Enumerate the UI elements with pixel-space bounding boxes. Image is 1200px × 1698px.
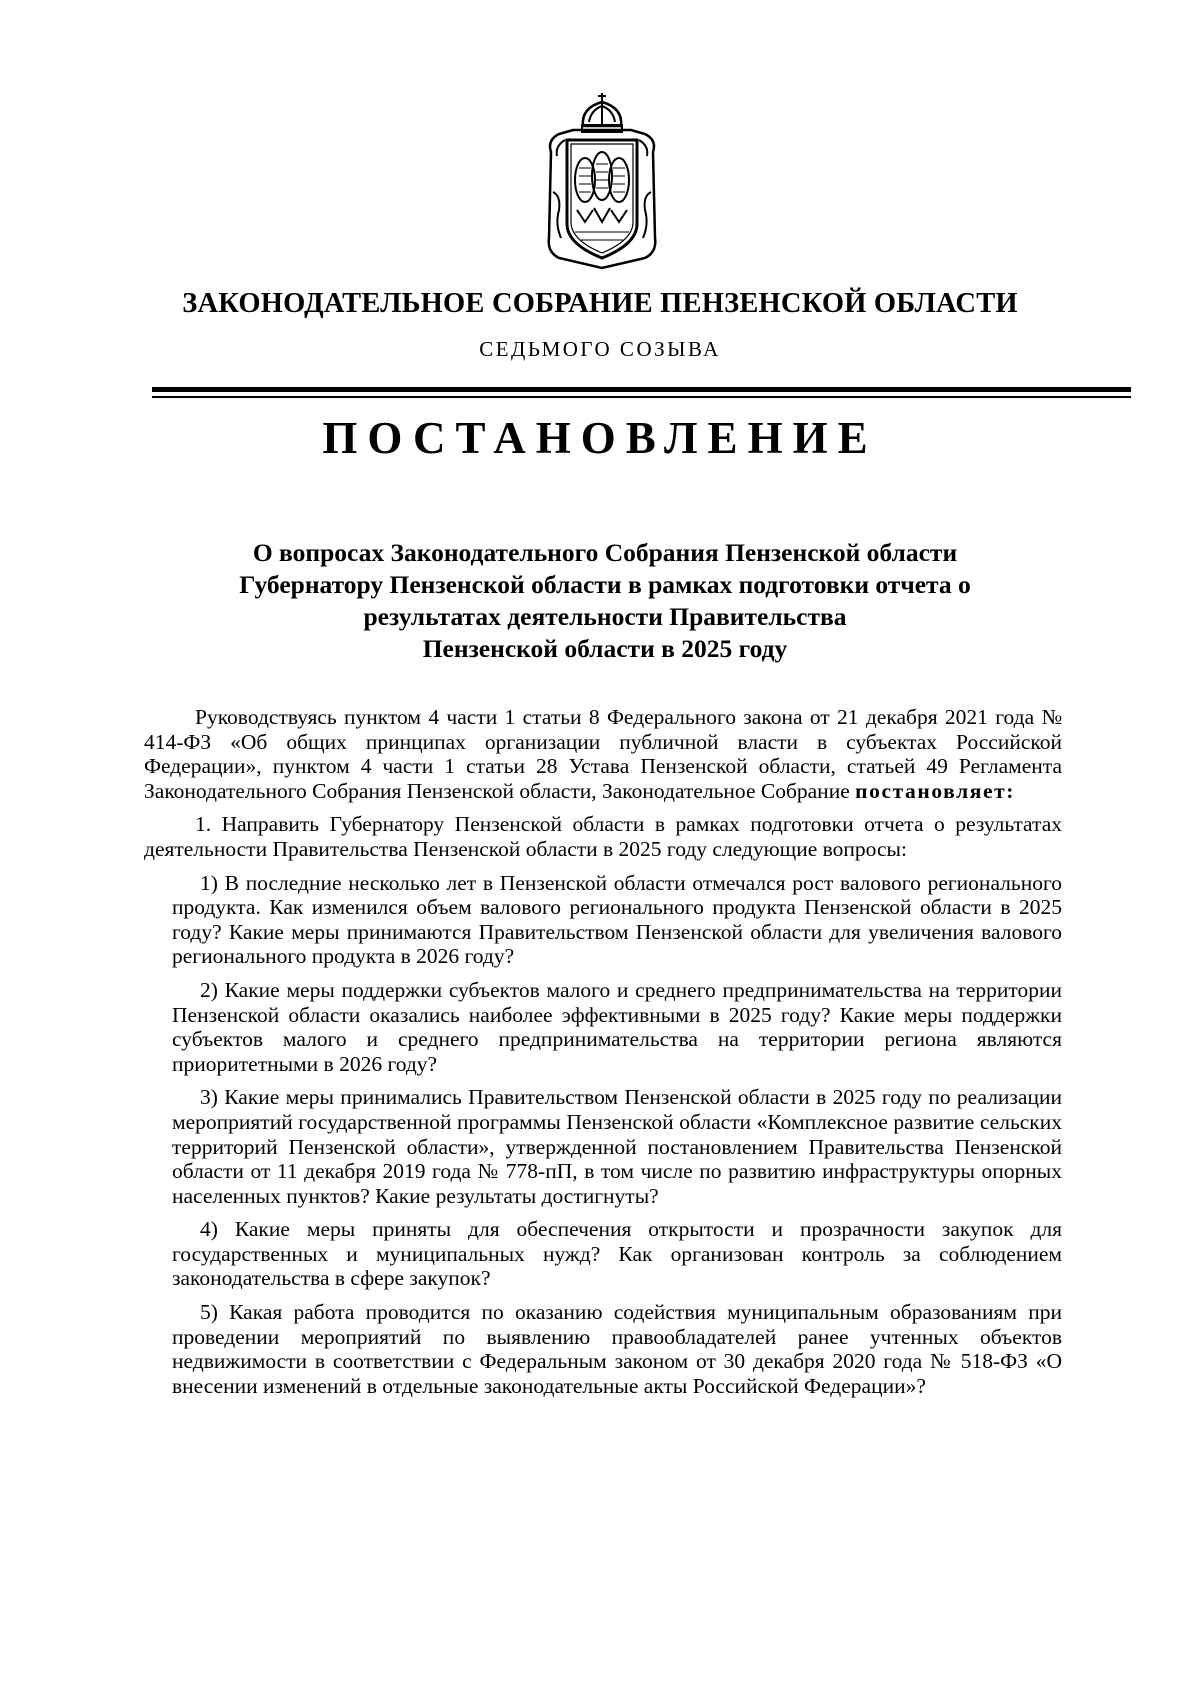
question-item: 2) Какие меры поддержки субъектов малого и среднего предпринимательства на территории Пензенской области оказались наиболее эффективными в 2025 году? Какие меры поддержки субъектов малого и среднего предпринимательства на территории региона являются приоритетными в 2026 году?	[172, 977, 1062, 1076]
question-item: 1) В последние несколько лет в Пензенской области отмечался рост валового регионального продукта. Как изменился объем валового регионального продукта Пензенской области в 2025 году? Какие меры принимаются Правительством Пензенской области для увеличения валового регионального продукта в 2026 году?	[172, 870, 1062, 969]
convocation: СЕДЬМОГО СОЗЫВА	[479, 337, 721, 361]
subject-line: Губернатору Пензенской области в рамках подготовки отчета о	[239, 570, 971, 599]
item-1-paragraph: 1. Направить Губернатору Пензенской области в рамках подготовки отчета о результатах деятельности Правительства Пензенской области в 2025 году следующие вопросы:	[144, 812, 1062, 861]
question-item: 3) Какие меры принимались Правительством Пензенской области в 2025 году по реализации мероприятий государственной программы Пензенской области «Комплексное развитие сельских территорий Пензенской области», утвержденной постановлением Правительства Пензенской области от 11 декабря 2019 года № 778-пП, в том числе по развитию инфраструктуры опорных населенных пунктов? Какие результаты достигнуты?	[172, 1085, 1062, 1208]
question-item: 4) Какие меры приняты для обеспечения открытости и прозрачности закупок для государственных и муниципальных нужд? Как организован контроль за соблюдением законодательства в сфере закупок?	[172, 1217, 1062, 1291]
document-body	[144, 705, 1062, 1398]
document-type: ПОСТАНОВЛЕНИЕ	[322, 413, 878, 463]
header-divider-thin	[152, 396, 1131, 398]
organization-name: ЗАКОНОДАТЕЛЬНОЕ СОБРАНИЕ ПЕНЗЕНСКОЙ ОБЛАСТИ	[182, 288, 1018, 319]
subject-line: О вопросах Законодательного Собрания Пензенской области	[252, 538, 958, 567]
resolution-keyword: постановляет:	[855, 778, 1016, 803]
document-subject	[140, 537, 1070, 665]
subject-line: Пензенской области в 2025 году	[422, 634, 788, 663]
subject-line: результатах деятельности Правительства	[363, 602, 847, 631]
preamble-text: Руководствуясь пунктом 4 части 1 статьи 8 Федерального закона от 21 декабря 2021 года № 414-ФЗ «Об общих принципах организации публичной власти в субъектах Российской Федерации», пунктом 4 части 1 статьи 28 Устава Пензенской области, статьей 49 Регламента Законодательного Собрания Пензенской области, Законодательное Собрание	[144, 705, 1062, 803]
preamble-paragraph	[144, 705, 1062, 803]
question-item: 5) Какая работа проводится по оказанию содействия муниципальным образованиям при проведении мероприятий по выявлению правообладателей ранее учтенных объектов недвижимости в соответствии с Федеральным законом от 30 декабря 2020 года № 518-ФЗ «О внесении изменений в отдельные законодательные акты Российской Федерации»?	[172, 1300, 1062, 1398]
coat-of-arms-icon	[537, 92, 667, 270]
header-divider-thick	[152, 387, 1131, 392]
question-list	[172, 871, 1062, 1399]
